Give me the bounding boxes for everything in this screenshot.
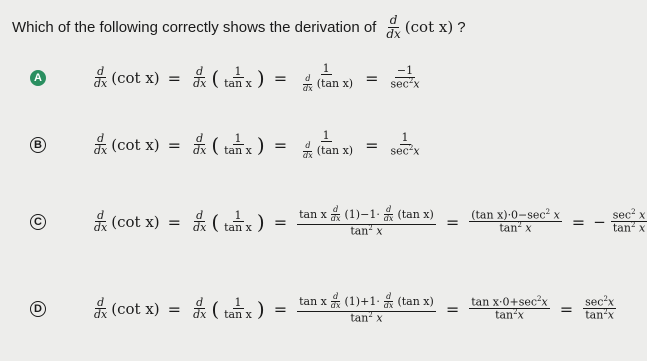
question-label: Which of the following correctly shows the derivation of xyxy=(12,18,377,36)
option-a-expression: $\frac{d}{dx}$ (cot x) = $\frac{d}{dx}$ ( $\frac{1}{\text{tan x}}$ ) = 1 $\frac{d}{dx}$ (tan x) = $\frac{-1}{\sec^2x}$ xyxy=(94,61,420,93)
option-b-expression: $\frac{d}{dx}$ (cot x) = $\frac{d}{dx}$ ( $\frac{1}{\text{tan x}}$ ) = 1 $\frac{d}{dx}$ (tan x) = $\frac{1}{\sec^2x}$ xyxy=(94,128,420,160)
option-d-badge[interactable]: D xyxy=(30,301,46,317)
option-d-expression: $\frac{d}{dx}$ (cot x) = $\frac{d}{dx}$ ( $\frac{1}{\text{tan x}}$ ) = tan x $\frac{d}{dx}$ (1)+1· $\frac{d}{dx}$ (tan x) $\tan^2 x$ = $\frac{\tan x\cdot 0+\sec^2x}{\tan^2x}$ = $\frac{\sec^2x}{\tan^2x}$ xyxy=(94,292,615,325)
option-c-expression: $\frac{d}{dx}$ (cot x) = $\frac{d}{dx}$ ( $\frac{1}{\text{tan x}}$ ) = tan x $\frac{d}{dx}$ (1)−1· $\frac{d}{dx}$ (tan x) $\tan^2 x$ = $\frac{(\tan x)\cdot 0-\sec^2 x}{\tan^2 x}$ = − $\frac{\sec^2 x}{\tan^2 x}$ xyxy=(94,205,646,238)
question-derivative: $\frac{d}{dx}$ (cot x) xyxy=(386,13,454,41)
option-c-badge[interactable]: C xyxy=(30,214,46,230)
option-b-badge[interactable]: B xyxy=(30,137,46,153)
option-a-badge[interactable]: A xyxy=(30,70,46,86)
question-text xyxy=(12,14,466,41)
question-mark: ? xyxy=(457,18,466,36)
